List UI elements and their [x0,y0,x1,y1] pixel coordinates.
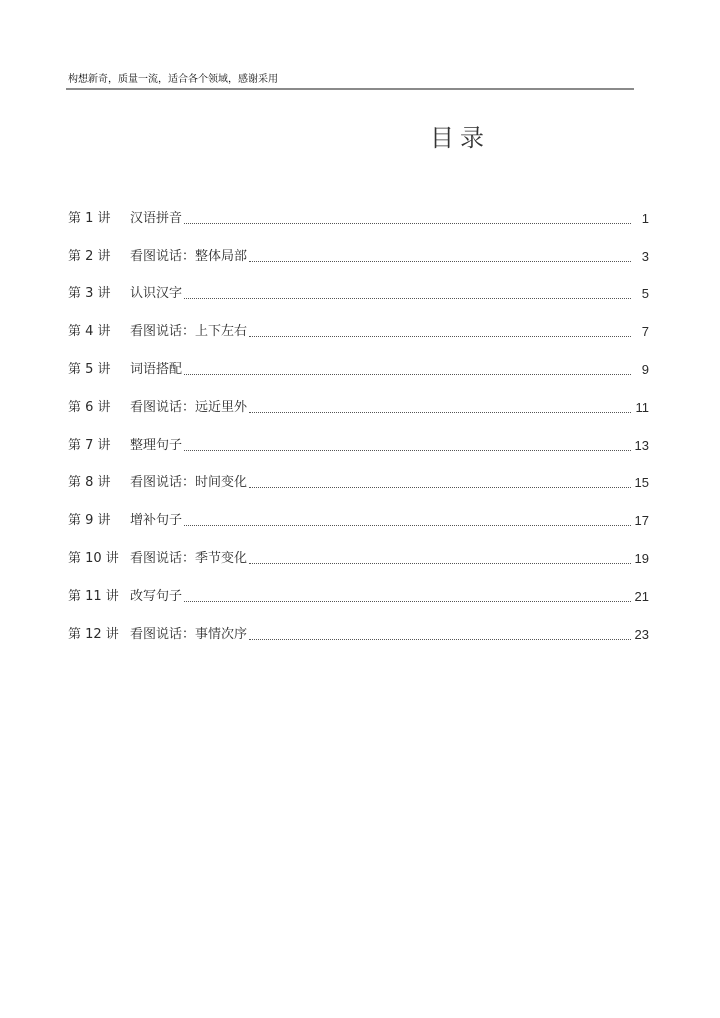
toc-page-number: 7 [641,324,649,340]
toc-dot-leader [184,525,631,526]
page-header-slogan: 构想新奇，质量一流，适合各个领域，感谢采用 [68,74,278,85]
toc-topic: 增补句子 [130,513,183,529]
toc-lesson-number: 第 2 讲 [68,248,111,264]
toc-page-number: 11 [635,399,649,415]
toc-entry[interactable] [68,417,650,455]
toc-lesson-number: 第 7 讲 [68,437,111,453]
toc-topic: 看图说话：远近里外 [130,399,248,415]
toc-topic: 看图说话：整体局部 [130,248,248,264]
toc-entry[interactable] [68,568,650,606]
toc-lesson-number: 第 3 讲 [68,286,111,302]
toc-list [68,190,650,644]
toc-topic: 看图说话：上下左右 [130,324,248,340]
header-rule [66,88,634,90]
toc-topic: 看图说话：时间变化 [130,475,248,491]
toc-page-number: 5 [641,286,649,302]
toc-page-number: 19 [634,550,649,566]
toc-topic: 看图说话：季节变化 [130,550,248,566]
toc-entry[interactable] [68,341,650,379]
toc-entry[interactable] [68,530,650,568]
toc-dot-leader [249,261,631,262]
toc-lesson-number: 第 9 讲 [68,513,111,529]
toc-dot-leader [184,374,631,375]
toc-lesson-number: 第 4 讲 [68,324,111,340]
toc-entry[interactable] [68,492,650,530]
toc-dot-leader [184,601,631,602]
toc-dot-leader [184,450,631,451]
toc-topic: 整理句子 [130,437,183,453]
toc-page-number: 9 [641,361,649,377]
toc-page-number: 15 [634,475,649,491]
toc-lesson-number: 第 1 讲 [68,210,111,226]
toc-dot-leader [249,563,631,564]
toc-dot-leader [249,487,631,488]
toc-dot-leader [249,336,631,337]
toc-topic: 改写句子 [130,588,183,604]
toc-entry[interactable] [68,303,650,341]
toc-lesson-number: 第 10 讲 [68,550,119,566]
toc-lesson-number: 第 11 讲 [68,588,119,604]
toc-entry[interactable] [68,455,650,493]
toc-dot-leader [249,639,631,640]
toc-topic: 看图说话：事情次序 [130,626,248,642]
toc-page-number: 21 [634,588,649,604]
toc-topic: 认识汉字 [130,286,183,302]
toc-dot-leader [184,223,631,224]
toc-page-number: 3 [641,248,649,264]
toc-topic: 汉语拼音 [130,210,183,226]
toc-page-number: 17 [634,513,649,529]
toc-page-number: 13 [634,437,649,453]
toc-entry[interactable] [68,266,650,304]
toc-lesson-number: 第 12 讲 [68,626,119,642]
toc-topic: 词语搭配 [130,361,183,377]
toc-entry[interactable] [68,379,650,417]
toc-lesson-number: 第 8 讲 [68,475,111,491]
toc-entry[interactable] [68,190,650,228]
toc-dot-leader [184,298,631,299]
toc-lesson-number: 第 5 讲 [68,361,111,377]
toc-entry[interactable] [68,228,650,266]
toc-page-number: 1 [641,210,649,226]
toc-lesson-number: 第 6 讲 [68,399,111,415]
toc-dot-leader [249,412,631,413]
toc-title: 目录 [430,124,490,152]
toc-entry[interactable] [68,606,650,644]
toc-page-number: 23 [634,626,649,642]
